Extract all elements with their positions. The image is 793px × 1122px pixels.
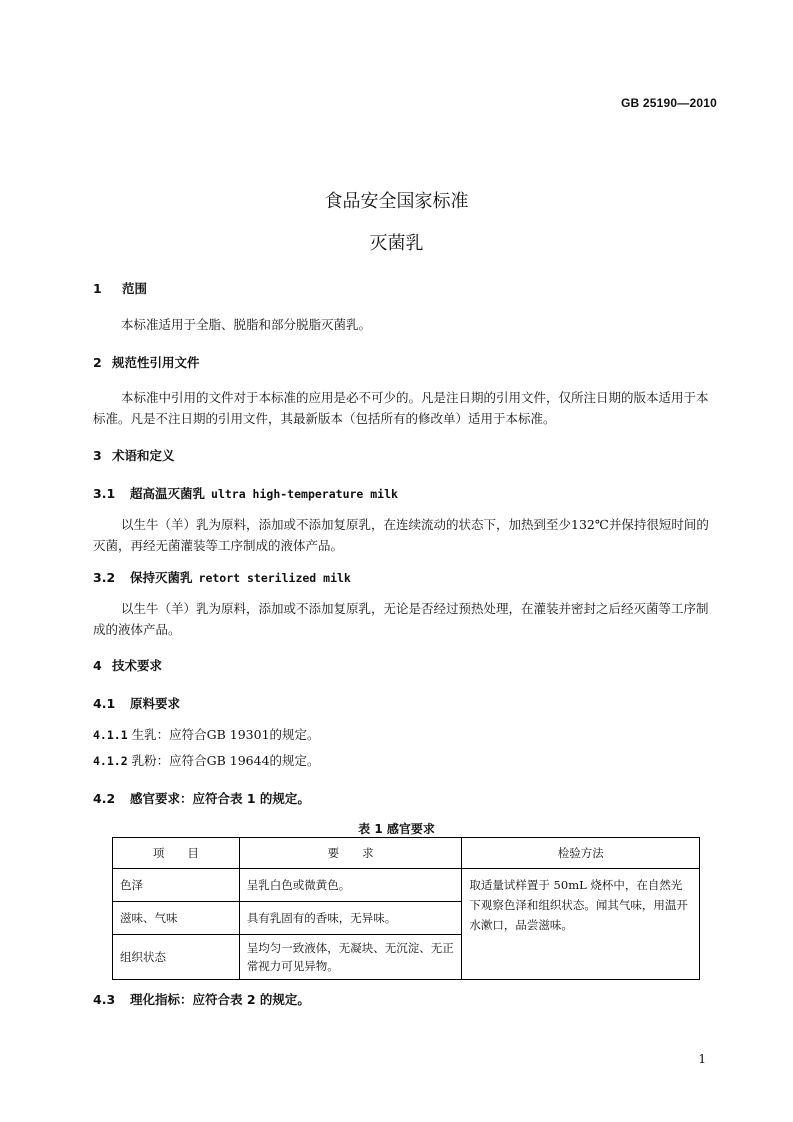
section-title: 术语和定义: [112, 448, 175, 463]
row-method: 取适量试样置于 50mL 烧杯中，在自然光下观察色泽和组织状态。闻其气味，用温开水漱口，品尝滋味。: [462, 869, 700, 980]
header-method: 检验方法: [462, 838, 700, 869]
section-2-heading: [93, 353, 200, 371]
clause-4-1-2: [93, 751, 320, 769]
row-item: 组织状态: [113, 935, 240, 980]
row-item: 色泽: [113, 869, 240, 902]
section-4-2-heading: [93, 789, 310, 807]
document-subtitle: 灭菌乳: [369, 233, 424, 254]
header-requirement: 要 求: [239, 838, 462, 869]
section-title: 技术要求: [112, 658, 163, 673]
clause-number: 4.1.2: [93, 754, 128, 768]
clause-4-1-1: [93, 725, 320, 743]
section-title: 原料要求: [130, 696, 181, 711]
table-header-row: [113, 838, 700, 869]
section-3-heading: [93, 446, 175, 464]
section-number: 4: [93, 658, 102, 673]
section-title: 保持灭菌乳: [130, 570, 193, 585]
page-number: 1: [698, 1052, 706, 1066]
section-title: 感官要求：应符合表 1 的规定。: [130, 791, 310, 806]
section-title: 理化指标：应符合表 2 的规定。: [130, 992, 310, 1007]
row-item: 滋味、气味: [113, 902, 240, 935]
sensory-requirements-table: [112, 837, 700, 980]
section-number: 4.3: [93, 992, 116, 1007]
section-4-1-heading: [93, 694, 180, 712]
section-number: 4.2: [93, 791, 116, 806]
section-3-2-heading: [93, 568, 351, 586]
clause-text: 生乳：应符合GB 19301的规定。: [131, 727, 320, 742]
section-title: 范围: [122, 281, 148, 296]
clause-text: 乳粉：应符合GB 19644的规定。: [131, 753, 320, 768]
document-title: 食品安全国家标准: [324, 191, 469, 212]
section-number: 3.1: [93, 486, 116, 501]
section-4-heading: [93, 656, 162, 674]
section-number: 3: [93, 448, 102, 463]
section-3-2-text: 以生牛（羊）乳为原料，添加或不添加复原乳，无论是否经过预热处理，在灌装并密封之后经灭菌等工序制成的液体产品。: [93, 601, 709, 637]
row-requirement: 呈乳白色或微黄色。: [239, 869, 462, 902]
section-number: 3.2: [93, 570, 116, 585]
standard-code: GB 25190—2010: [621, 96, 717, 110]
header-item: 项 目: [113, 838, 240, 869]
section-english-term: retort sterilized milk: [198, 571, 351, 585]
table-row: [113, 869, 700, 902]
section-number: 1: [93, 281, 102, 296]
table-caption: 表 1 感官要求: [358, 822, 435, 836]
section-number: 4.1: [93, 696, 116, 711]
section-number: 2: [93, 355, 102, 370]
section-2-text: 本标准中引用的文件对于本标准的应用是必不可少的。凡是注日期的引用文件，仅所注日期的版本适用于本标准。凡是不注日期的引用文件，其最新版本（包括所有的修改单）适用于本标准。: [93, 390, 709, 426]
section-3-1-text: 以生牛（羊）乳为原料，添加或不添加复原乳，在连续流动的状态下，加热到至少132℃并保持很短时间的灭菌，再经无菌灌装等工序制成的液体产品。: [93, 517, 709, 553]
clause-number: 4.1.1: [93, 728, 128, 742]
section-title: 超高温灭菌乳: [130, 486, 206, 501]
section-1-text: 本标准适用于全脂、脱脂和部分脱脂灭菌乳。: [121, 317, 372, 332]
section-1-heading: [93, 279, 147, 297]
section-3-1-heading: [93, 484, 398, 502]
row-requirement: 呈均匀一致液体，无凝块、无沉淀、无正常视力可见异物。: [239, 935, 462, 980]
section-title: 规范性引用文件: [112, 355, 200, 370]
section-4-3-heading: [93, 990, 310, 1008]
row-requirement: 具有乳固有的香味，无异味。: [239, 902, 462, 935]
section-english-term: ultra high-temperature milk: [211, 487, 398, 501]
